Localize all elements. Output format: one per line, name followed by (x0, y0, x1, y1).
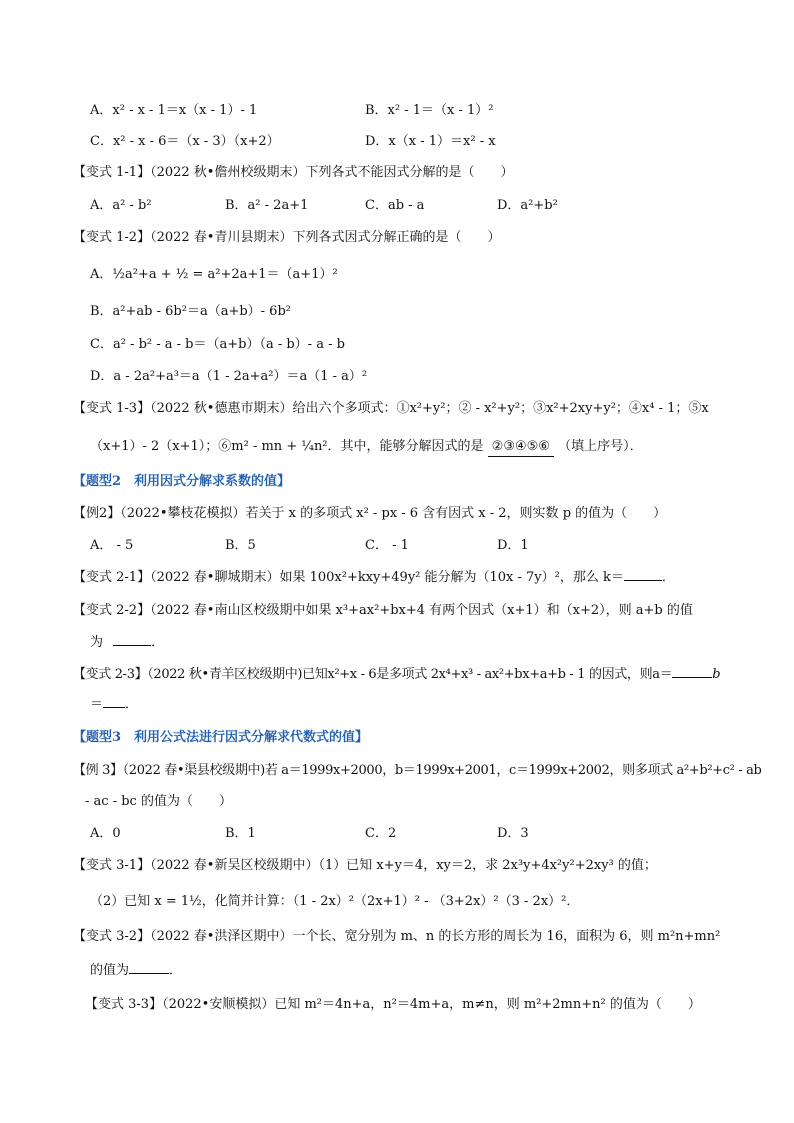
example-2-option-d: D．1 (497, 538, 529, 553)
example-3-continuation: - ac - bc 的值为（ ） (85, 794, 232, 809)
option-d-line: D．x（x - 1）＝x² - x (365, 134, 496, 149)
variant-1-1-question: 【变式 1-1】（2022 秋•儋州校级期末）下列各式不能因式分解的是（ ） (73, 165, 514, 180)
section-heading-type-2: 【题型2 利用因式分解求系数的值】 (73, 474, 291, 489)
variant-2-2-question: 【变式 2-2】（2022 春•南山区校级期中如果 x³+ax²+bx+4 有两个因式（x+1）和（x+2），则 a+b 的值 (73, 603, 693, 618)
example-3-question: 【例 3】（2022 春•渠县校级期中)若 a＝1999x+2000，b＝1999x+2001，c＝1999x+2002，则多项式 a²+b²+c² - ab (73, 763, 762, 778)
variant-2-3-b-label: b (712, 667, 721, 682)
variant-2-3-blank-b[interactable] (103, 707, 125, 708)
variant-1-3-continuation (90, 438, 643, 457)
variant-2-1-period: ． (661, 570, 675, 585)
variant-2-3-period: ． (125, 697, 139, 712)
variant-3-2-blank[interactable] (129, 973, 169, 974)
variant-3-1-part-2: （2）已知 x = 1½，化简并计算：（1 - 2x）²（2x+1）² - （3+2x）²（3 - 2x）²． (90, 894, 580, 909)
example-2-option-b: B．5 (225, 538, 256, 553)
variant-3-2-period: ． (169, 963, 183, 978)
variant-3-3-question: 【变式 3-3】（2022•安顺模拟）已知 m²＝4n+a，n²＝4m+a，m≠n，则 m²+2mn+n² 的值为（ ） (85, 997, 701, 1012)
example-3-option-d: D．3 (497, 826, 529, 841)
example-3-option-b: B．1 (225, 826, 256, 841)
variant-1-1-option-a: A．a² - b² (90, 198, 152, 213)
variant-1-2-option-d: D．a - 2a²+a³＝a（1 - 2a+a²）＝a（1 - a）² (90, 369, 368, 384)
option-c-line: C．x² - x - 6＝（x - 3）（x+2） (90, 134, 280, 149)
variant-2-2-continuation (90, 634, 164, 652)
variant-2-2-text: 为 (90, 635, 104, 650)
variant-1-3-tail: （填上序号）． (558, 439, 643, 454)
example-2-option-c: C． - 1 (365, 538, 409, 553)
variant-2-3-blank-a[interactable] (672, 677, 712, 678)
variant-2-2-blank[interactable] (113, 645, 151, 646)
section-heading-type-3: 【题型3 利用公式法进行因式分解求代数式的值】 (73, 730, 369, 745)
variant-2-3-continuation (90, 696, 138, 714)
variant-1-1-option-b: B．a² - 2a+1 (225, 198, 309, 213)
option-a-line: A．x² - x - 1＝x（x - 1）- 1 (90, 103, 258, 118)
variant-3-2-continuation (90, 962, 182, 980)
variant-3-2-text: 的值为 (90, 963, 130, 978)
variant-1-1-option-c: C．ab - a (365, 198, 425, 213)
variant-1-2-option-c: C．a² - b² - a - b＝（a+b）（a - b）- a - b (90, 337, 345, 352)
variant-3-2-question: 【变式 3-2】（2022 春•洪泽区期中）一个长、宽分别为 m、n 的长方形的周长为 16，面积为 6，则 m²n+mn² (73, 929, 721, 944)
variant-1-1-option-d: D．a²+b² (497, 198, 558, 213)
variant-1-3-answer: ②③④⑤⑥ (488, 438, 554, 457)
option-b-line: B．x² - 1＝（x - 1）² (365, 103, 494, 118)
variant-2-1-blank[interactable] (624, 580, 662, 581)
variant-3-1-part-1: 【变式 3-1】（2022 春•新吴区校级期中）（1）已知 x+y＝4，xy＝2，求 2x³y+4x²y²+2xy³ 的值； (73, 858, 657, 873)
variant-2-1-text: 【变式 2-1】（2022 春•聊城期末）如果 100x²+kxy+49y² 能分解为（10x - 7y）²，那么 k＝ (73, 570, 624, 585)
variant-1-3-text: （x+1）- 2（x+1）；⑥m² - mn + ¼n²．其中，能够分解因式的是 (90, 439, 484, 454)
example-3-option-a: A．0 (90, 826, 121, 841)
variant-1-2-option-b: B．a²+ab - 6b²＝a（a+b）- 6b² (90, 304, 291, 319)
variant-2-3-question (73, 666, 720, 684)
example-2-option-a: A． - 5 (90, 538, 134, 553)
variant-2-1-question (73, 569, 675, 587)
variant-2-2-period: ． (151, 635, 165, 650)
variant-2-3-equals: ＝ (90, 697, 104, 712)
variant-1-2-option-a: A．½a²+a + ½ = a²+2a+1＝（a+1）² (90, 267, 338, 282)
example-2-question: 【例2】（2022•攀枝花模拟）若关于 x 的多项式 x² - px - 6 含有因式 x - 2，则实数 p 的值为（ ） (73, 506, 667, 521)
example-3-option-c: C．2 (365, 826, 397, 841)
variant-1-3-question: 【变式 1-3】（2022 秋•德惠市期末）给出六个多项式：①x²+y²；② - x²+y²；③x²+2xy+y²；④x⁴ - 1；⑤x (73, 401, 709, 416)
variant-1-2-question: 【变式 1-2】（2022 春•青川县期末）下列各式因式分解正确的是（ ） (73, 230, 501, 245)
variant-2-3-text: 【变式 2-3】（2022 秋•青羊区校级期中)已知x²+x - 6是多项式 2x⁴+x³ - ax²+bx+a+b - 1 的因式，则a＝ (73, 667, 673, 682)
